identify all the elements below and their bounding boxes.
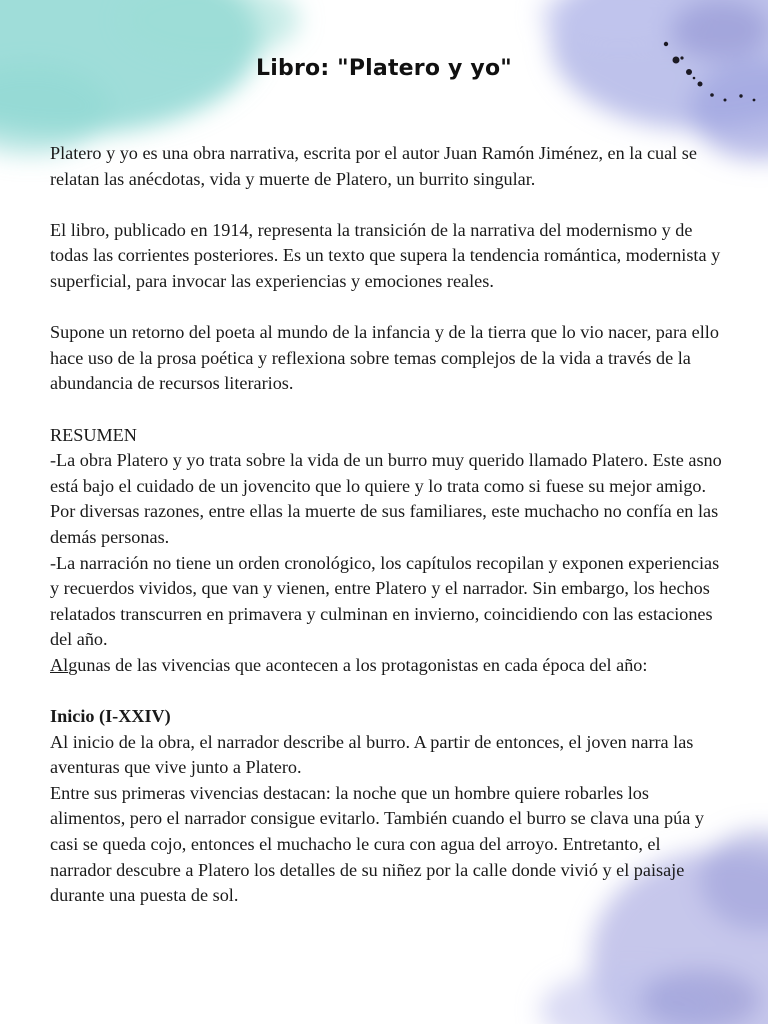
intro-paragraph-3: Supone un retorno del poeta al mundo de la infancia y de la tierra que lo vio nacer, para ello hace uso de la prosa poética y reflexiona sobre temas complejos de la vida a través de la abundancia de recursos literarios. <box>50 322 719 394</box>
intro-paragraph-2: El libro, publicado en 1914, representa la transición de la narrativa del modernismo y de todas las corrientes posteriores. Es un texto que supera la tendencia romántica, modernista y superficial, para invocar las experiencias y emociones reales. <box>50 219 721 291</box>
resumen-heading: RESUMEN <box>50 424 137 445</box>
inicio-paragraph-2: Entre sus primeras vivencias destacan: la noche que un hombre quiere robarles los alimentos, pero el narrador consigue evitarlo. También cuando el burro se clava una púa y casi se queda cojo, entonces el muchacho le cura con agua del arroyo. Entretanto, el narrador descubre a Platero los detalles de su niñez por la calle donde vivió y el paisaje durante una puesta de sol. <box>50 782 704 906</box>
resumen-paragraph-1: -La obra Platero y yo trata sobre la vida de un burro muy querido llamado Platero. Este asno está bajo el cuidado de un jovencito que lo quiere y lo trata como si fuese su mejor amigo. Por diversas razones, entre ellas la muerte de sus familiares, este muchacho no confía en las demás personas. <box>50 450 722 547</box>
resumen-paragraph-2: -La narración no tiene un orden cronológico, los capítulos recopilan y exponen experiencias y recuerdos vividos, que van y vienen, entre Platero y el narrador. Sin embargo, los hechos relatados transcurren en primavera y culminan en invierno, coincidiendo con las estaciones del año. <box>50 552 720 650</box>
document-body <box>50 141 725 909</box>
algunas-rest: gunas de las vivencias que acontecen a los protagonistas en cada época del año: <box>68 654 648 675</box>
algunas-underlined-start: Al <box>50 654 69 675</box>
algunas-paragraph <box>50 653 725 679</box>
intro-paragraph-1: Platero y yo es una obra narrativa, escrita por el autor Juan Ramón Jiménez, en la cual se relatan las anécdotas, vida y muerte de Platero, un burrito singular. <box>50 143 697 189</box>
page-title: Libro: "Platero y yo" <box>256 56 512 81</box>
inicio-heading: Inicio (I-XXIV) <box>50 706 171 727</box>
inicio-paragraph-1: Al inicio de la obra, el narrador describe al burro. A partir de entonces, el joven narra las aventuras que vive junto a Platero. <box>50 731 694 778</box>
